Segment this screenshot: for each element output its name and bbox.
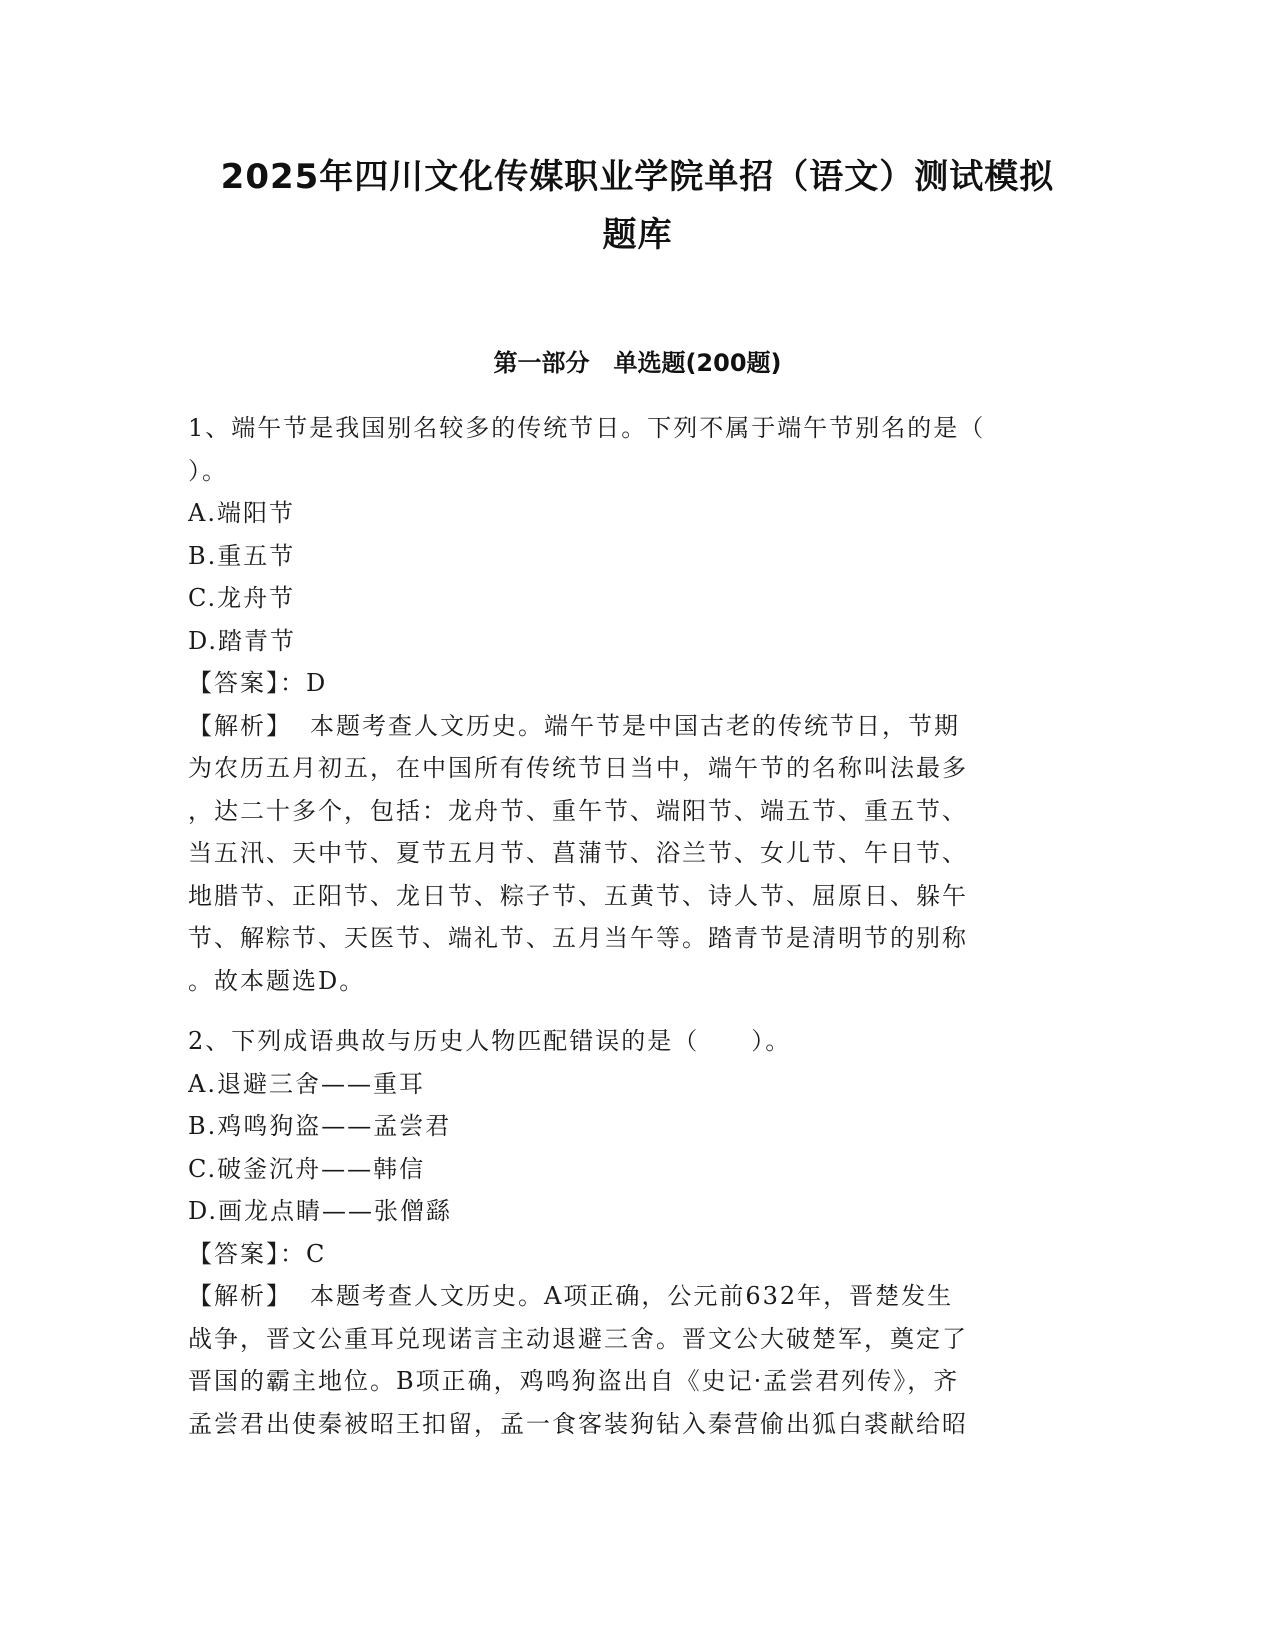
- analysis-text: 。故本题选D。: [188, 966, 366, 995]
- option-d: D.画龙点睛——张僧繇: [188, 1197, 453, 1225]
- analysis-text: 晋国的霸主地位。B项正确，鸡鸣狗盗出自《史记·孟尝君列传》，齐: [188, 1367, 960, 1395]
- analysis-text: 本题考查人文历史。A项正确，公元前632年，晋楚发生: [310, 1282, 954, 1310]
- question-stem-line: 2、下列成语典故与历史人物匹配错误的是（ ）。: [188, 1027, 792, 1055]
- analysis-text: 本题考查人文历史。端午节是中国古老的传统节日，节期: [310, 711, 960, 740]
- option-c: C.龙舟节: [188, 584, 296, 612]
- analysis-label: 【解析】: [188, 711, 292, 740]
- analysis-text: 地腊节、正阳节、龙日节、粽子节、五黄节、诗人节、屈原日、躲午: [188, 881, 968, 910]
- analysis-label: 【解析】: [188, 1282, 292, 1310]
- analysis-text: 孟尝君出使秦被昭王扣留，孟一食客装狗钻入秦营偷出狐白裘献给昭: [188, 1409, 968, 1438]
- analysis-text: ，达二十多个，包括：龙舟节、重午节、端阳节、端五节、重五节、: [188, 796, 968, 825]
- document-title-line-1: 2025年四川文化传媒职业学院单招（语文）测试模拟: [220, 157, 1055, 197]
- analysis-text: 节、解粽节、天医节、端礼节、五月当午等。踏青节是清明节的别称: [188, 924, 968, 952]
- question-1: [188, 407, 1088, 1002]
- answer-line: [188, 1233, 1088, 1276]
- answer-label: 【答案】: [188, 669, 280, 697]
- document-title: [190, 148, 1085, 264]
- document-title-line-2: 题库: [602, 215, 673, 255]
- answer-line: [188, 662, 1088, 705]
- analysis-text: 为农历五月初五，在中国所有传统节日当中，端午节的名称叫法最多: [188, 754, 968, 782]
- section-heading: 第一部分 单选题(200题): [493, 349, 782, 377]
- answer-value: ：D: [280, 669, 328, 697]
- question-2: [188, 1020, 1088, 1445]
- option-c: C.破釜沉舟——韩信: [188, 1154, 426, 1183]
- question-stem-line: ）。: [188, 456, 228, 485]
- analysis-line: [188, 1275, 1088, 1318]
- answer-label: 【答案】: [188, 1239, 280, 1268]
- question-stem-line: 1、端午节是我国别名较多的传统节日。下列不属于端午节别名的是（: [188, 414, 986, 442]
- analysis-line: [188, 705, 1088, 748]
- option-a: A.端阳节: [188, 499, 295, 527]
- option-b: B.鸡鸣狗盗——孟尝君: [188, 1112, 452, 1140]
- option-d: D.踏青节: [188, 626, 297, 655]
- answer-value: ：C: [280, 1239, 327, 1268]
- analysis-text: 当五汛、天中节、夏节五月节、菖蒲节、浴兰节、女儿节、午日节、: [188, 839, 968, 867]
- option-a: A.退避三舍——重耳: [188, 1069, 425, 1098]
- option-b: B.重五节: [188, 541, 296, 570]
- analysis-text: 战争，晋文公重耳兑现诺言主动退避三舍。晋文公大破楚军，奠定了: [188, 1324, 968, 1353]
